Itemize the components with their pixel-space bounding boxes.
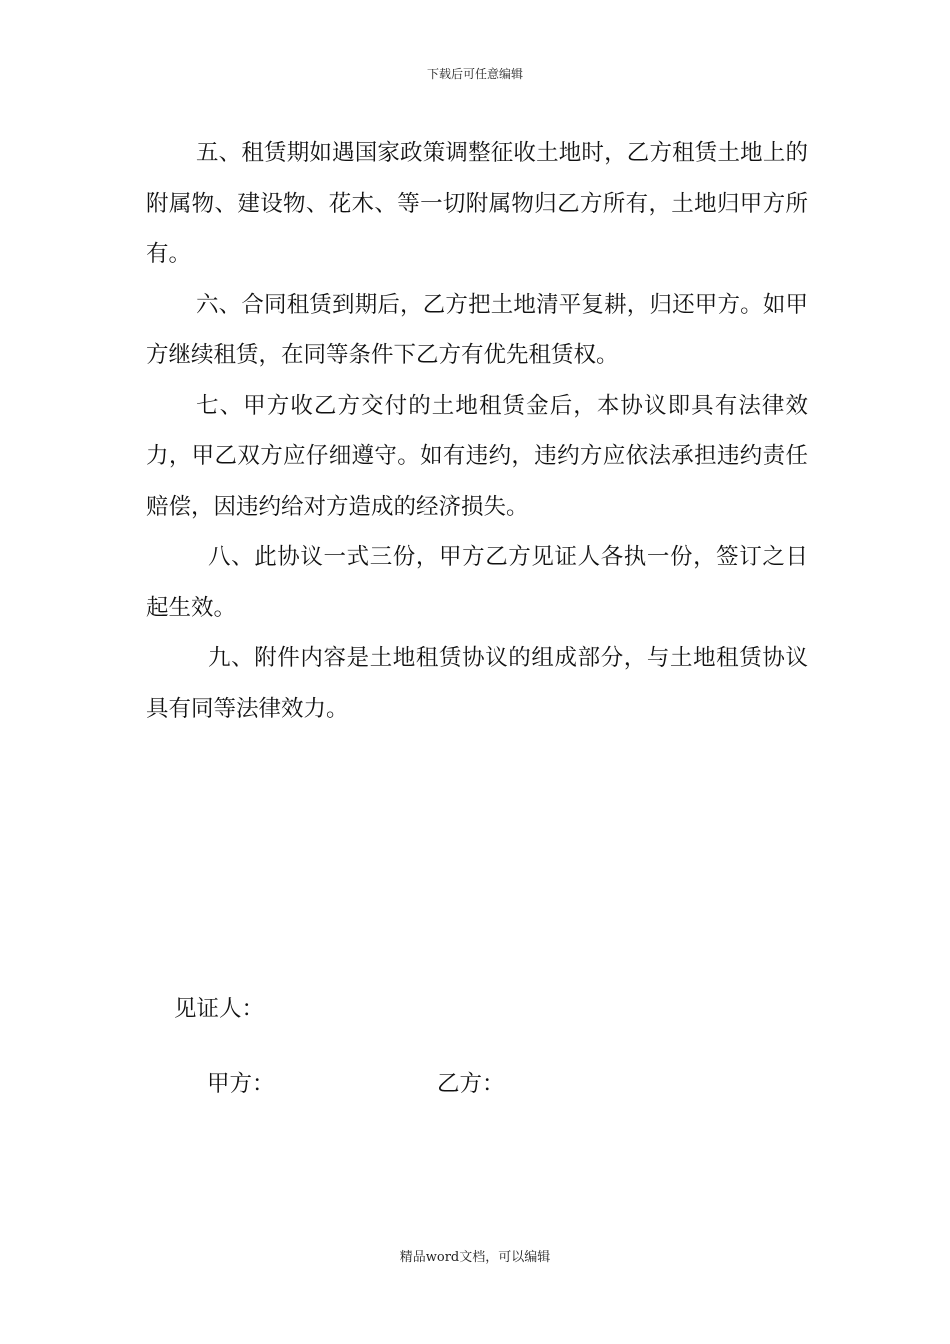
contract-body <box>146 128 808 734</box>
clause-5: 五、租赁期如遇国家政策调整征收土地时，乙方租赁土地上的附属物、建设物、花木、等一切附属物归乙方所有，土地归甲方所有。 <box>146 140 808 267</box>
page-header: 下载后可任意编辑 <box>426 67 523 81</box>
party-b-signature-label: 乙方： <box>437 1071 505 1097</box>
clause-6: 六、合同租赁到期后，乙方把土地清平复耕，归还甲方。如甲方继续租赁，在同等条件下乙方有优先租赁权。 <box>146 291 808 368</box>
page-footer: 精品word文档，可以编辑 <box>399 1250 551 1265</box>
clause-7: 七、甲方收乙方交付的土地租赁金后，本协议即具有法律效力，甲乙双方应仔细遵守。如有违约，违约方应依法承担违约责任赔偿，因违约给对方造成的经济损失。 <box>146 392 808 520</box>
party-a-signature-label: 甲方： <box>207 1071 275 1097</box>
witness-signature-label: 见证人： <box>174 996 265 1022</box>
clause-9: 九、附件内容是土地租赁协议的组成部分，与土地租赁协议具有同等法律效力。 <box>146 645 808 722</box>
clause-8: 八、此协议一式三份，甲方乙方见证人各执一份，签订之日起生效。 <box>146 544 808 621</box>
